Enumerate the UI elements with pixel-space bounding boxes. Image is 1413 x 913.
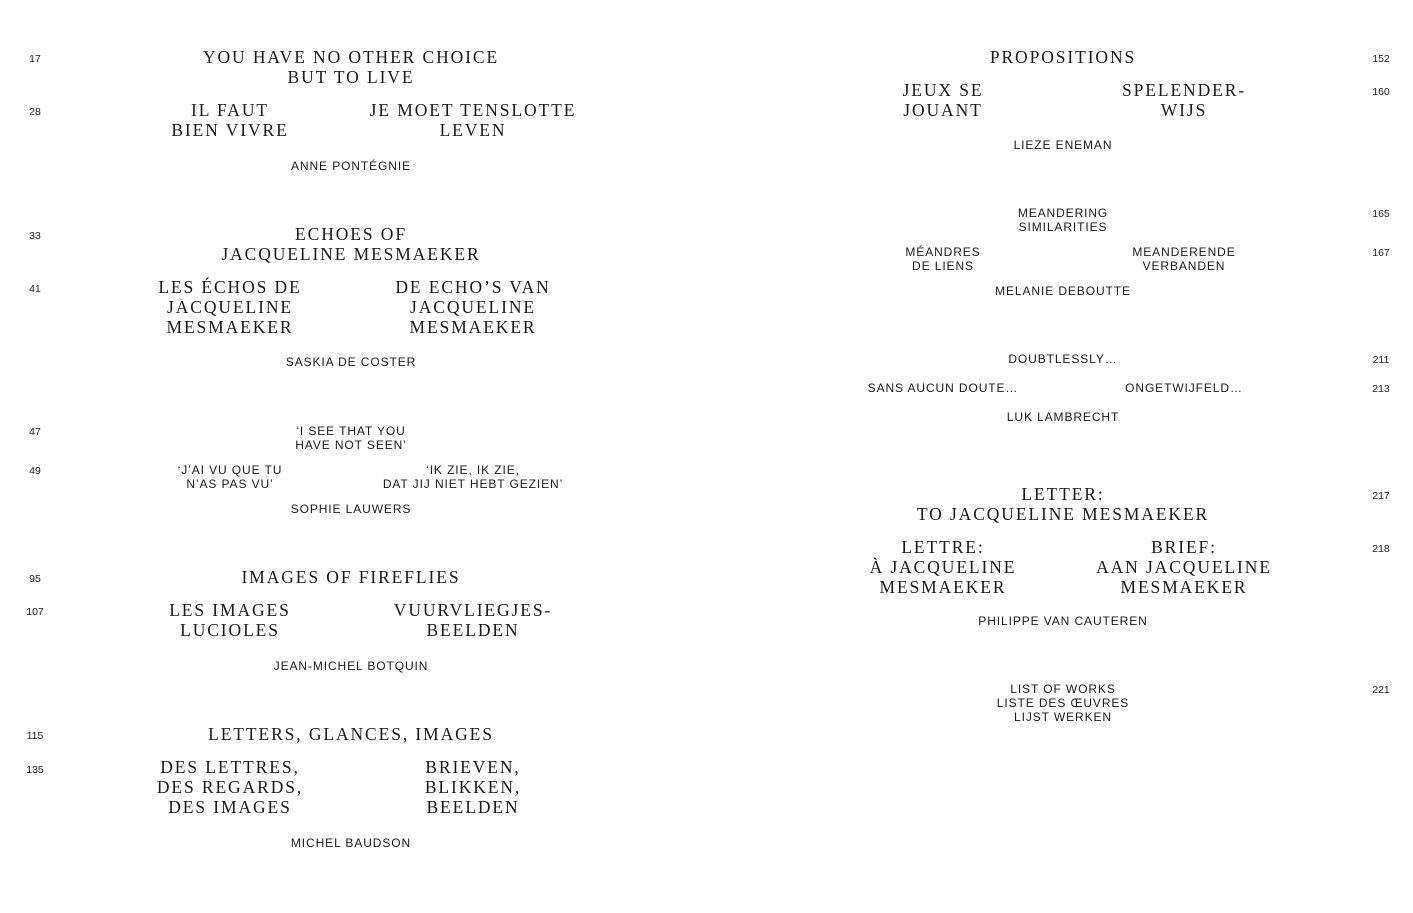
title-french: LETTRE: À JACQUELINE MESMAEKER (869, 537, 1017, 597)
title-dutch: DE ECHO’S VAN JACQUELINE MESMAEKER (395, 277, 551, 337)
page-number: 152 (1372, 53, 1390, 65)
author-name: LUK LAMBRECHT (1006, 410, 1120, 424)
title-french: MÉANDRES DE LIENS (905, 245, 981, 273)
title-french: ‘J’AI VU QUE TU N’AS PAS VU’ (177, 463, 283, 491)
page-number: 167 (1372, 247, 1390, 259)
title-english: ‘I SEE THAT YOU HAVE NOT SEEN’ (295, 424, 407, 452)
page-number: 41 (29, 283, 41, 295)
author-name: JEAN-MICHEL BOTQUIN (273, 659, 429, 673)
title-english: LETTER: TO JACQUELINE MESMAEKER (916, 484, 1210, 524)
title-dutch: SPELENDER- WIJS (1122, 80, 1246, 120)
page-number: 217 (1372, 490, 1390, 502)
page-number: 115 (26, 730, 44, 742)
page-number: 95 (29, 573, 41, 585)
author-name: PHILIPPE VAN CAUTEREN (978, 614, 1148, 628)
title-english: ECHOES OF JACQUELINE MESMAEKER (221, 224, 481, 264)
page-number: 160 (1372, 86, 1390, 98)
title-french: DES LETTRES, DES REGARDS, DES IMAGES (156, 757, 304, 817)
title-english: IMAGES OF FIREFLIES (241, 567, 461, 587)
title-dutch: BRIEF: AAN JACQUELINE MESMAEKER (1096, 537, 1272, 597)
page-number: 49 (29, 465, 41, 477)
author-name: SASKIA DE COSTER (285, 355, 417, 369)
title-dutch: ONGETWIJFELD… (1125, 381, 1243, 395)
page-number: 17 (29, 53, 41, 65)
page-number: 165 (1372, 208, 1390, 220)
title-french: SANS AUCUN DOUTE… (867, 381, 1019, 395)
page-number: 213 (1372, 383, 1390, 395)
title-english: MEANDERING SIMILARITIES (1017, 206, 1109, 234)
author-name: LIEZE ENEMAN (1013, 138, 1113, 152)
page-number: 33 (29, 230, 41, 242)
title-dutch: MEANDERENDE VERBANDEN (1132, 245, 1236, 273)
title-french: LES IMAGES LUCIOLES (169, 600, 291, 640)
title-english: DOUBTLESSLY… (1008, 352, 1118, 366)
page-number: 218 (1372, 543, 1390, 555)
title-dutch: BRIEVEN, BLIKKEN, BEELDEN (424, 757, 522, 817)
title-dutch: VUURVLIEGJES- BEELDEN (393, 600, 553, 640)
author-name: MICHEL BAUDSON (290, 836, 412, 850)
author-name: SOPHIE LAUWERS (290, 502, 412, 516)
title-french: IL FAUT BIEN VIVRE (171, 100, 289, 140)
title-english: PROPOSITIONS (989, 47, 1137, 67)
title-english: LETTERS, GLANCES, IMAGES (208, 724, 494, 744)
title-french: LES ÉCHOS DE JACQUELINE MESMAEKER (158, 277, 302, 337)
page-number: 47 (29, 426, 41, 438)
page-number: 107 (26, 606, 44, 618)
title-dutch: JE MOET TENSLOTTE LEVEN (369, 100, 577, 140)
page-number: 135 (26, 764, 44, 776)
author-name: MELANIE DEBOUTTE (995, 284, 1131, 298)
page-number: 221 (1372, 684, 1390, 696)
title-english: YOU HAVE NO OTHER CHOICE BUT TO LIVE (202, 47, 500, 87)
author-name: ANNE PONTÉGNIE (291, 159, 411, 173)
title-dutch: ‘IK ZIE, IK ZIE, DAT JIJ NIET HEBT GEZIEN’ (382, 463, 564, 491)
page-number: 211 (1372, 354, 1390, 366)
title-french: JEUX SE JOUANT (902, 80, 984, 120)
page-number: 28 (29, 106, 41, 118)
list-of-works: LIST OF WORKS LISTE DES ŒUVRES LIJST WERKEN (996, 682, 1130, 724)
